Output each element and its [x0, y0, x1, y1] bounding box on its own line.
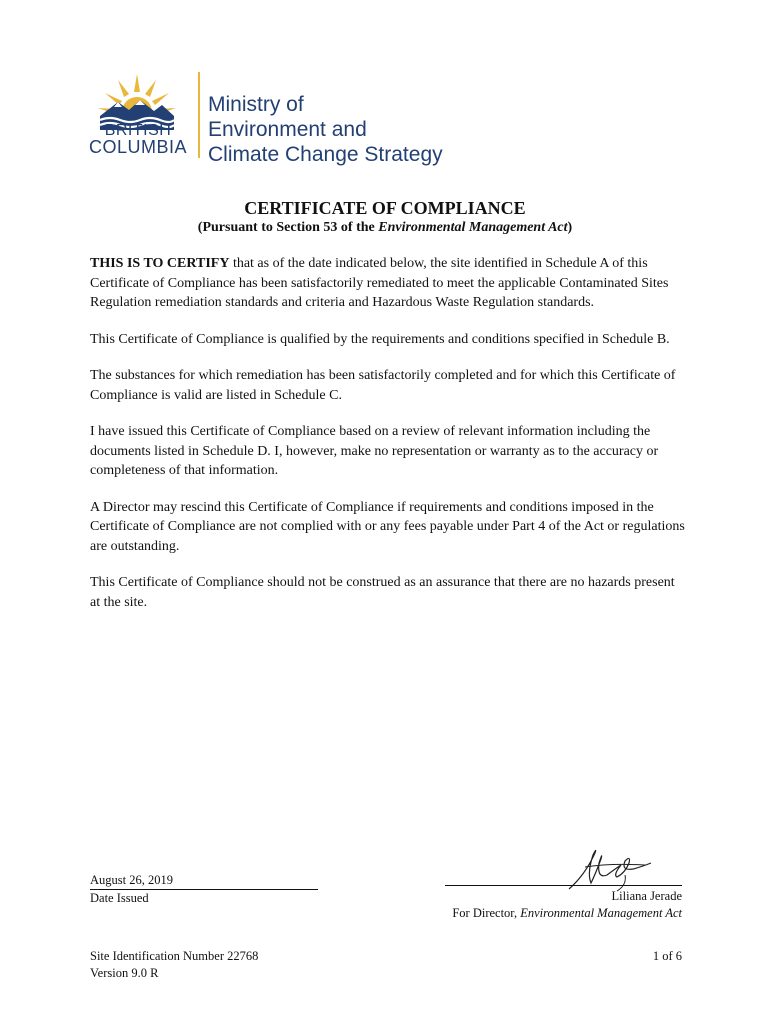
certify-lead: THIS IS TO CERTIFY: [90, 256, 230, 271]
bc-sun-mountain-icon: [96, 70, 178, 130]
paragraph-rescind: A Director may rescind this Certificate of Compliance if requirements and conditions imposed in the Certificate of Compliance are not complied with or any fees payable under Part 4 of the Act or regulations are outstanding.: [90, 499, 685, 554]
signature-line: [445, 885, 682, 886]
date-issued-value: August 26, 2019: [90, 872, 318, 890]
signature-block: [445, 845, 682, 925]
paragraph-schedule-c: The substances for which remediation has been satisfactorily completed and for which this Certificate of Compliance is valid are listed in Schedule C.: [90, 368, 676, 403]
signer-name: Liliana Jerade: [611, 889, 682, 903]
certificate-body: [90, 254, 686, 629]
subtitle-act: Environmental Management Act: [378, 220, 568, 235]
ministry-line-1: Ministry of: [208, 93, 304, 116]
signer-title: [452, 905, 682, 922]
subtitle-suffix: ): [567, 220, 573, 235]
bc-wordmark: [88, 122, 188, 156]
ministry-line-3: Climate Change Strategy: [208, 143, 443, 166]
ministry-line-2: Environment and: [208, 118, 367, 141]
version: Version 9.0 R: [90, 966, 159, 980]
paragraph-certify: [90, 254, 686, 313]
certificate-title: CERTIFICATE OF COMPLIANCE: [244, 198, 526, 218]
signer-title-act: Environmental Management Act: [520, 906, 682, 920]
paragraph-schedule-d: I have issued this Certificate of Compliance based on a review of relevant information including the documents listed in Schedule D. I, however, make no representation or warranty as to the accuracy or completeness of that information.: [90, 424, 659, 478]
page-number: 1 of 6: [652, 949, 682, 963]
signer-title-prefix: For Director,: [452, 906, 521, 920]
ministry-name: [208, 92, 443, 167]
paragraph-no-hazards: This Certificate of Compliance should not be construed as an assurance that there are no hazards present at the site.: [90, 575, 675, 610]
subtitle-prefix: (Pursuant to Section 53 of the: [197, 220, 379, 235]
logo-line-columbia: COLUMBIA: [88, 137, 188, 157]
certificate-subtitle: [0, 220, 770, 236]
certify-text: that as of the date indicated below, the site identified in Schedule A of this Certificate of Compliance has been satisfactorily remediated to meet the applicable Contaminated Sites Regulation remediation standards and criteria and Hazardous Waste Regulation standards.: [90, 256, 669, 310]
date-issued-label: Date Issued: [90, 891, 149, 905]
logo-divider: [198, 72, 200, 158]
footer-left: [90, 948, 258, 982]
date-block: [90, 872, 318, 907]
ministry-logo: [88, 70, 443, 166]
logo-line-british: BRITISH: [104, 122, 172, 139]
paragraph-schedule-b: This Certificate of Compliance is qualified by the requirements and conditions specified in Schedule B.: [90, 331, 670, 347]
site-id: Site Identification Number 22768: [90, 949, 259, 963]
